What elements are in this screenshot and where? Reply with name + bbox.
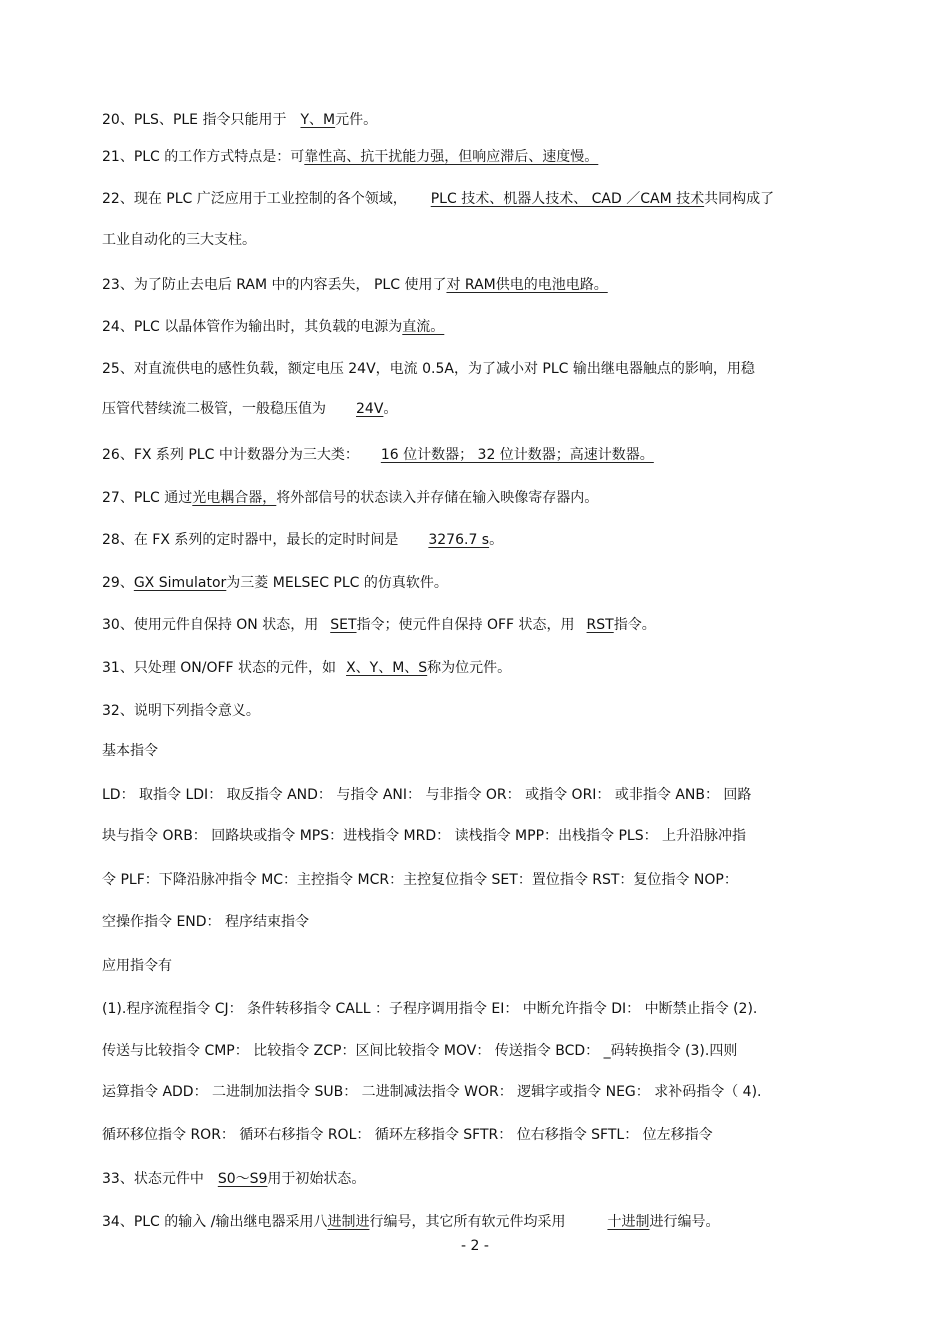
item-22-cont: 工业自动化的三大支柱。 [102, 232, 256, 248]
answer-23: 对 RAM供电的电池电路。 [446, 277, 608, 293]
answer-31: X、Y、M、S [346, 660, 428, 676]
basic-line-4: 空操作指令 END： 程序结束指令 [102, 914, 309, 930]
item-29: 29、GX Simulator为三菱 MELSEC PLC 的仿真软件。 [102, 575, 448, 591]
answer-20: Y、M [300, 112, 336, 128]
item-31: 31、只处理 ON/OFF 状态的元件，如 X、Y、M、S称为位元件。 [102, 660, 512, 676]
answer-34-decimal: 十进制 [607, 1214, 650, 1230]
item-20: 20、PLS、PLE 指令只能用于 Y、M元件。 [102, 112, 378, 128]
app-line-2: 传送与比较指令 CMP： 比较指令 ZCP：区间比较指令 MOV： 传送指令 BCD： _码转换指令 (3).四则 [102, 1043, 738, 1059]
answer-34-octal: 进制进 [327, 1214, 370, 1230]
item-26: 26、FX 系列 PLC 中计数器分为三大类： 16 位计数器； 32 位计数器；高速计数器。 [102, 447, 654, 463]
item-21: 21、PLC 的工作方式特点是：可靠性高、抗干扰能力强，但响应滞后、速度慢。 [102, 149, 599, 165]
answer-21: 靠性高、抗干扰能力强，但响应滞后、速度慢。 [304, 149, 599, 165]
answer-30-rst: RST [586, 617, 614, 633]
app-line-3: 运算指令 ADD： 二进制加法指令 SUB： 二进制减法指令 WOR： 逻辑字或指令 NEG： 求补码指令（ 4). [102, 1084, 762, 1100]
item-25-cont: 压管代替续流二极管，一般稳压值为 24V。 [102, 401, 398, 417]
answer-25: 24V [356, 401, 384, 417]
answer-30-set: SET [330, 617, 357, 633]
answer-22: PLC 技术、机器人技术、 CAD ／CAM 技术 [430, 191, 705, 207]
answer-33: S0～S9 [217, 1171, 268, 1187]
heading-basic-instructions: 基本指令 [102, 743, 158, 759]
item-32: 32、说明下列指令意义。 [102, 703, 260, 719]
app-line-1: (1).程序流程指令 CJ： 条件转移指令 CALL ：子程序调用指令 EI： 中断允许指令 DI： 中断禁止指令 (2). [102, 1001, 758, 1017]
item-27: 27、PLC 通过光电耦合器，将外部信号的状态读入并存储在输入映像寄存器内。 [102, 490, 599, 506]
item-30: 30、使用元件自保持 ON 状态，用 SET指令；使元件自保持 OFF 状态，用 RST指令。 [102, 617, 656, 633]
answer-29: GX Simulator [133, 575, 227, 591]
item-33: 33、状态元件中 S0～S9用于初始状态。 [102, 1171, 366, 1187]
item-28: 28、在 FX 系列的定时器中，最长的定时时间是 3276.7 s。 [102, 532, 504, 548]
item-23: 23、为了防止去电后 RAM 中的内容丢失， PLC 使用了对 RAM供电的电池电路。 [102, 277, 608, 293]
page-number: - 2 - [461, 1238, 489, 1254]
answer-27: 光电耦合器， [192, 490, 277, 506]
answer-24: 直流。 [402, 319, 445, 335]
basic-line-3: 令 PLF：下降沿脉冲指令 MC：主控指令 MCR：主控复位指令 SET：置位指令 RST：复位指令 NOP： [102, 872, 738, 888]
heading-application-instructions: 应用指令有 [102, 958, 172, 974]
item-34: 34、PLC 的输入 /输出继电器采用八进制进行编号，其它所有软元件均采用 十进制进行编号。 [102, 1214, 720, 1230]
answer-28: 3276.7 s [428, 532, 490, 548]
basic-line-2: 块与指令 ORB： 回路块或指令 MPS：进栈指令 MRD： 读栈指令 MPP：出栈指令 PLS： 上升沿脉冲指 [102, 828, 747, 844]
basic-line-1: LD： 取指令 LDI： 取反指令 AND： 与指令 ANI： 与非指令 OR： 或指令 ORI： 或非指令 ANB： 回路 [102, 787, 752, 803]
item-22: 22、现在 PLC 广泛应用于工业控制的各个领域， PLC 技术、机器人技术、 CAD ／CAM 技术共同构成了 [102, 191, 775, 207]
item-25: 25、对直流供电的感性负载，额定电压 24V，电流 0.5A，为了减小对 PLC 输出继电器触点的影响，用稳 [102, 361, 755, 377]
app-line-4: 循环移位指令 ROR： 循环右移指令 ROL： 循环左移指令 SFTR： 位右移指令 SFTL： 位左移指令 [102, 1127, 713, 1143]
item-24: 24、PLC 以晶体管作为输出时，其负载的电源为直流。 [102, 319, 445, 335]
answer-26: 16 位计数器； 32 位计数器；高速计数器。 [380, 447, 654, 463]
